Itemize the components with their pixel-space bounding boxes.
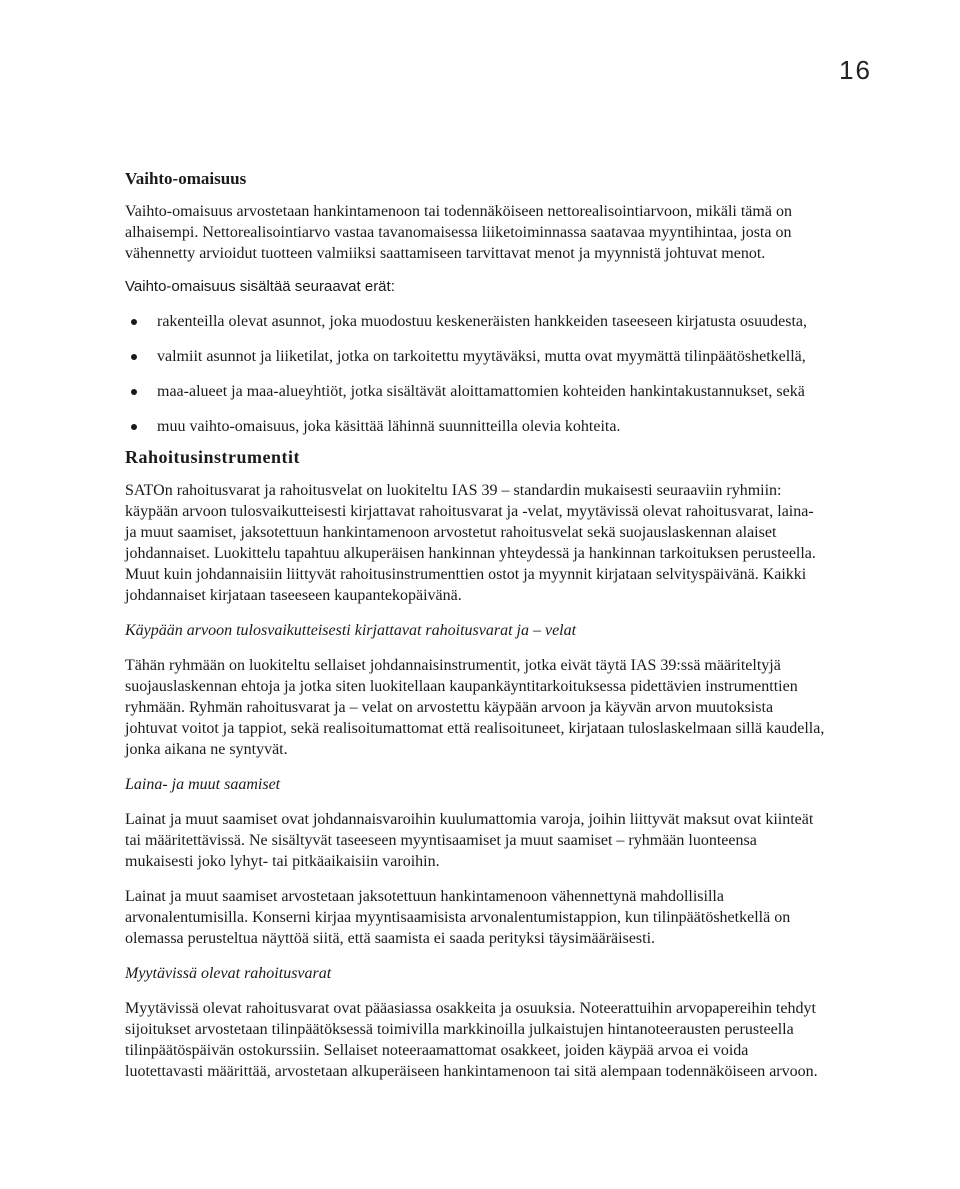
page-number: 16 bbox=[839, 55, 872, 85]
paragraph-myytavissa: Myytävissä olevat rahoitusvarat ovat pääasiassa osakkeita ja osuuksia. Noteerattuihin arvopapereihin tehdyt sijoitukset arvostetaan tilinpäätöksessä toimivilla markkinoilla julkaistujen hintanoteerausten perusteella tilinpäätöspäivän ostokurssiin. Sellaiset noteeraamattomat osakkeet, joiden käypää arvoa ei voida luotettavasti määrittää, arvostetaan alkuperäiseen hankintamenoon tai sitä alempaan todennäköiseen arvoon. bbox=[125, 1000, 818, 1080]
paragraph-vaihto-1: Vaihto-omaisuus arvostetaan hankintamenoon tai todennäköiseen nettorealisointiarvoon, mikäli tämä on alhaisempi. Nettorealisointiarvo vastaa tavanomaisessa liiketoiminnassa saatavaa myyntihintaa, josta on vähennetty arvioidut tuotteen valmiiksi saattamiseen tarvittavat menot ja myynnistä johtuvat menot. bbox=[125, 203, 792, 262]
list-item bbox=[125, 311, 825, 332]
heading-rahoitusinstrumentit: Rahoitusinstrumentit bbox=[125, 447, 301, 467]
bullet-icon bbox=[131, 319, 137, 325]
list-item bbox=[125, 381, 825, 402]
paragraph-laina-1: Lainat ja muut saamiset ovat johdannaisvaroihin kuulumattomia varoja, joihin liittyvät maksut ovat kiinteät tai määritettävissä. Ne sisältyvät taseeseen myyntisaamiset ja muut saamiset – ryhmään luonteensa mukaisesti joko lyhyt- tai pitkäaikaisiin varoihin. bbox=[125, 811, 814, 870]
list-item-text: maa-alueet ja maa-alueyhtiöt, jotka sisältävät aloittamattomien kohteiden hankintakustannukset, sekä bbox=[157, 383, 805, 400]
heading-myytavissa: Myytävissä olevat rahoitusvarat bbox=[125, 965, 332, 982]
bullet-icon bbox=[131, 389, 137, 395]
list-item-text: muu vaihto-omaisuus, joka käsittää lähinnä suunnitteilla olevia kohteita. bbox=[157, 418, 621, 435]
paragraph-kaypaan: Tähän ryhmään on luokiteltu sellaiset johdannaisinstrumentit, jotka eivät täytä IAS 39:ssä määriteltyjä suojauslaskennan ehtoja ja jotka siten luokitellaan kaupankäyntitarkoituksessa pidettävien instrumenttien ryhmään. Ryhmän rahoitusvarat ja – velat on arvostettu käypään arvoon ja käyvän arvon muutoksista johtuvat voitot ja tappiot, sekä realisoitumattomat että realisoituneet, kirjataan tuloslaskelmaan sillä kaudella, jonka aikana ne syntyvät. bbox=[125, 657, 825, 758]
paragraph-laina-2: Lainat ja muut saamiset arvostetaan jaksotettuun hankintamenoon vähennettynä mahdollisilla arvonalentumisilla. Konserni kirjaa myyntisaamisista arvonalentumistappion, kun tilinpäätöshetkellä on olemassa perusteltua näyttöä siitä, että saamista ei saada perityksi täysimääräisesti. bbox=[125, 888, 791, 947]
heading-laina-saamiset: Laina- ja muut saamiset bbox=[125, 776, 281, 793]
heading-kaypaan-arvoon: Käypään arvoon tulosvaikutteisesti kirjattavat rahoitusvarat ja – velat bbox=[125, 622, 577, 639]
bullet-icon bbox=[131, 424, 137, 430]
bullet-icon bbox=[131, 354, 137, 360]
paragraph-rahoitus: SATOn rahoitusvarat ja rahoitusvelat on luokiteltu IAS 39 – standardin mukaisesti seuraaviin ryhmiin: käypään arvoon tulosvaikutteisesti kirjattavat rahoitusvarat ja -velat, myytävissä olevat rahoitusvarat, laina- ja muut saamiset, jaksotettuun hankintamenoon arvostetut rahoitusvelat sekä suojauslaskennan alaiset johdannaiset. Luokittelu tapahtuu alkuperäisen hankinnan yhteydessä ja hankinnan tarkoituksen perusteella. Muut kuin johdannaisiin liittyvät rahoitusinstrumenttien ostot ja myynnit kirjataan selvityspäivänä. Kaikki johdannaiset kirjataan taseeseen kaupantekopäivänä. bbox=[125, 482, 816, 604]
list-item bbox=[125, 416, 825, 437]
paragraph-vaihto-2: Vaihto-omaisuus sisältää seuraavat erät: bbox=[125, 278, 395, 295]
page-content bbox=[125, 168, 825, 1082]
list-item-text: valmiit asunnot ja liiketilat, jotka on tarkoitettu myytäväksi, mutta ovat myymättä tilinpäätöshetkellä, bbox=[157, 348, 806, 365]
list-item bbox=[125, 346, 825, 367]
heading-vaihto-omaisuus: Vaihto-omaisuus bbox=[125, 169, 247, 188]
bullet-list-vaihto bbox=[125, 311, 825, 437]
list-item-text: rakenteilla olevat asunnot, joka muodostuu keskeneräisten hankkeiden taseeseen kirjatusta osuudesta, bbox=[157, 313, 808, 330]
